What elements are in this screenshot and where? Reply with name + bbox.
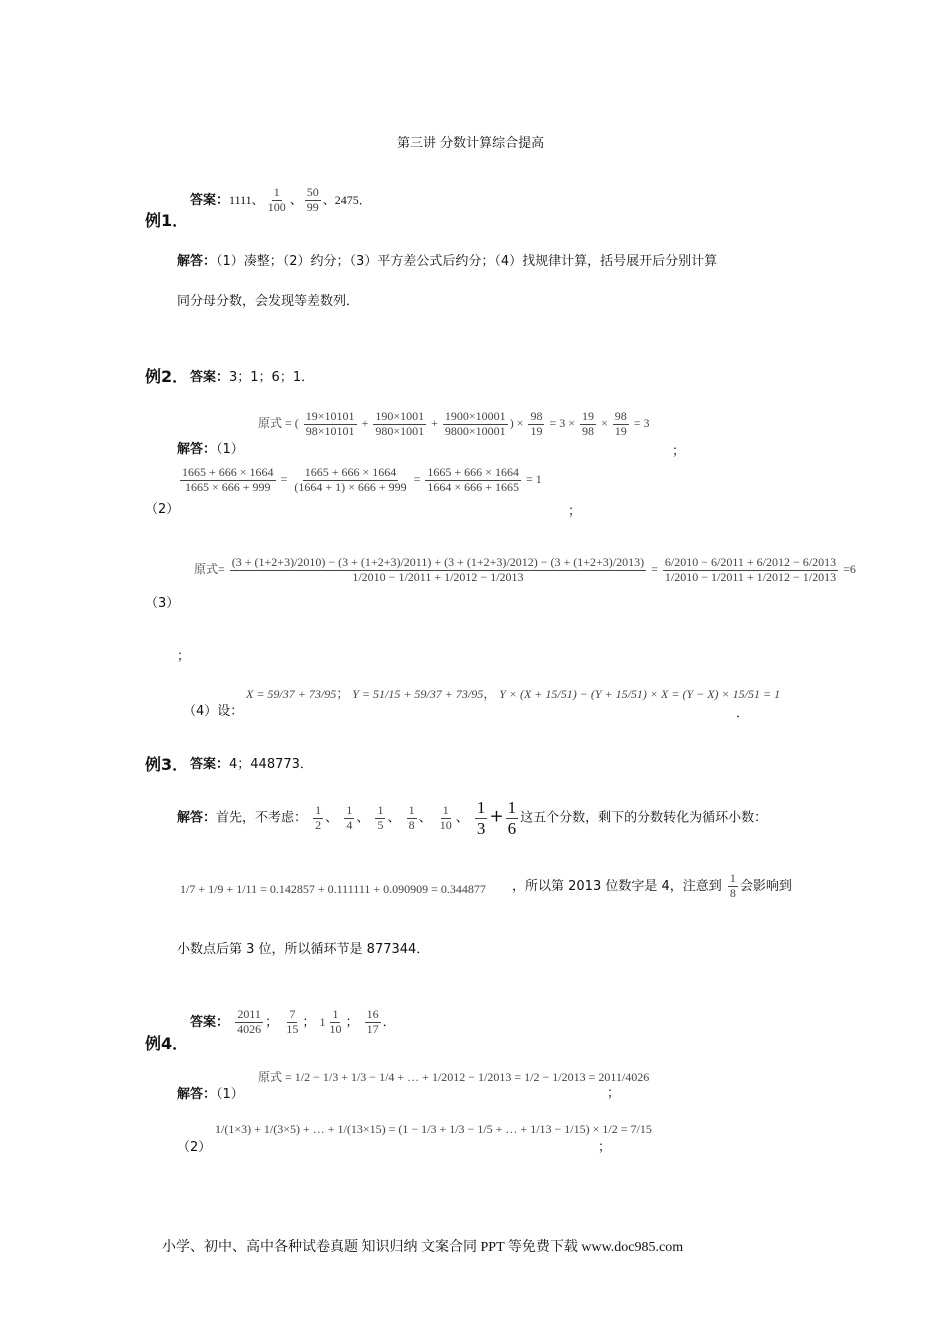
fraction: $\frac{1}{6}$ <box>507 798 517 838</box>
solution-text: 首先，不考虑： <box>216 810 308 826</box>
semicolon: ； <box>607 1086 621 1101</box>
semicolon: ； <box>177 649 191 664</box>
part-2-label: （2） <box>177 1140 212 1155</box>
answer-text: 3；1；6；1． <box>229 370 315 385</box>
example-4-answer: 答案： $\frac{2011}{4026}$ ； $\frac{7}{15}$ ； 1 $\frac{1}{10}$ ； $\frac{16}{17}$ ． <box>190 1007 396 1036</box>
fraction: $\frac{1}{8}$ <box>408 802 415 832</box>
solution-label: 解答： <box>177 1087 217 1102</box>
example-4-math-1: 原式 = 1/2 − 1/3 + 1/3 − 1/4 + … + 1/2012 − 1/2013 = 1/2 − 1/2013 = 2011/4026 <box>258 1070 650 1084</box>
fraction: $\frac{6/2010 - 6/2011 + 6/2012 - 6/2013}{1/2010 - 1/2011 + 1/2012 - 1/2013}$ <box>664 555 837 584</box>
example-1-solution <box>177 250 717 269</box>
fraction: $\frac{1}{100}$ <box>267 185 286 214</box>
answer-text: 4；448773． <box>229 757 313 772</box>
whole-number: 1 <box>319 1014 326 1029</box>
answer-label: 答案： <box>190 370 230 385</box>
semicolon: ； <box>672 444 686 459</box>
part-2-label: （2） <box>145 502 180 517</box>
fraction: $\frac{1}{10}$ <box>439 802 452 832</box>
math-text: Y = 51/15 + 59/37 + 73/95 <box>352 687 484 701</box>
math-text: X = 59/37 + 73/95 <box>246 687 337 701</box>
page-title: 第三讲 分数计算综合提高 <box>397 136 545 151</box>
part-4-label: （4）设： <box>183 704 244 719</box>
example-4-solution-label <box>177 1083 244 1102</box>
fraction: $\frac{1665 + 666 \times 1664}{1664 \times 666 + 1665}$ <box>427 465 519 494</box>
example-1-answer <box>190 186 371 215</box>
solution-label: 解答： <box>177 254 217 269</box>
page-footer: 小学、初中、高中各种试卷真题 知识归纳 文案合同 PPT 等免费下载 www.doc985.com <box>162 1240 684 1255</box>
fraction: $\frac{98}{19}$ <box>614 409 627 438</box>
fraction: $\frac{1}{2}$ <box>315 802 322 832</box>
fraction: $\frac{1}{4}$ <box>346 802 353 832</box>
math-text: =6 <box>843 562 856 577</box>
fraction: $\frac{19\times 10101}{98\times 10101}$ <box>305 409 355 438</box>
separator: ， <box>483 687 497 702</box>
fraction: $\frac{1665 + 666 \times 1664}{1665 \times 666 + 999}$ <box>182 465 274 494</box>
answer-label: 答案： <box>190 757 230 772</box>
fraction: $\frac{98}{19}$ <box>530 409 543 438</box>
example-2-label: 例2． <box>145 367 189 386</box>
example-1-solution-line2: 同分母分数，会发现等差数列． <box>177 294 360 309</box>
answer-label: 答案： <box>190 1014 230 1030</box>
math-text: Y × (X + 15/51) − (Y + 15/51) × X = (Y − X) × 15/51 = 1 <box>499 687 781 701</box>
fraction: $\frac{1}{8}$ <box>729 871 736 900</box>
fraction: $\frac{190\times 1001}{980\times 1001}$ <box>375 409 425 438</box>
math-text: = 1 <box>525 472 542 487</box>
example-2-math-4 <box>246 683 780 702</box>
example-3-math: 1/7 + 1/9 + 1/11 = 0.142857 + 0.111111 + 0.090909 = 0.344877 <box>180 882 486 896</box>
part-3-label: （3） <box>145 596 180 611</box>
separator: 、 <box>289 192 303 208</box>
fraction: $\frac{2011}{4026}$ <box>237 1007 262 1036</box>
part-label: （1） <box>216 442 244 457</box>
solution-text: （1）凑整；（2）约分；（3）平方差公式后约分；（4）找规律计算，括号展开后分别计算 <box>216 254 718 269</box>
example-3-answer <box>190 753 313 772</box>
fraction: $\frac{16}{17}$ <box>366 1007 379 1036</box>
example-2-solution-label <box>177 438 244 457</box>
separator: ； <box>336 687 350 702</box>
fraction: $\frac{19}{98}$ <box>582 409 594 438</box>
math-text: = 3 <box>633 416 650 431</box>
example-3-solution-cont <box>512 872 792 901</box>
answer-label: 答案： <box>190 192 230 208</box>
example-2-math-2: $\frac{1665 + 666 \times 1664}{1665 \times 666 + 999}$ = $\frac{1665 + 666 \times 1664}{(1664 + 1) \times 666 + 999}$ = $\frac{1665 + 666 \times 1664}{1664 \times 666 + 1665}$ = 1 <box>182 465 542 494</box>
part-label: （1） <box>216 1087 244 1102</box>
fraction: $\frac{1}{10}$ <box>329 1007 342 1036</box>
fraction: $\frac{1}{3}$ <box>476 798 486 838</box>
fraction: $\frac{50}{99}$ <box>306 185 319 214</box>
example-4-math-2: 1/(1×3) + 1/(3×5) + … + 1/(13×15) = (1 − 1/3 + 1/3 − 1/5 + … + 1/13 − 1/15) × 1/2 = 7/15 <box>215 1122 652 1136</box>
semicolon: ； <box>568 504 582 519</box>
example-2-math-1: 原式 = ( $\frac{19\times 10101}{98\times 10101}$ + $\frac{190\times 1001}{980\times 1001}$ + $\frac{1900\times 10001}{9800\times 10001}$ ) × $\frac{98}{19}$ = 3 × $\frac{19}{98}$ × $\frac{98}{19}$ = 3 <box>258 409 650 438</box>
fraction: $\frac{1}{5}$ <box>377 802 384 832</box>
fraction: $\frac{1900\times 10001}{9800\times 10001}$ <box>444 409 506 438</box>
solution-text: 这五个分数，剩下的分数转化为循环小数： <box>520 810 768 826</box>
math-text: = 3 × <box>549 416 575 431</box>
solution-label: 解答： <box>177 442 217 457</box>
example-2-answer <box>190 366 314 385</box>
math-text: 原式= <box>194 562 225 577</box>
fraction: $\frac{7}{15}$ <box>286 1007 299 1036</box>
example-2-math-3: 原式= (3 + (1+2+3)/2010) − (3 + (1+2+3)/2011) + (3 + (1+2+3)/2012) − (3 + (1+2+3)/2013) 1/2010 − 1/2011 + 1/2012 − 1/2013 = $\frac{6/2010 - 6/2011 + 6/2012 - 6/2013}{1/2010 - 1/2011 + 1/2012 - 1/2013}$ =6 <box>194 555 856 584</box>
period: ． <box>736 706 750 721</box>
math-text: 原式 <box>258 416 283 431</box>
semicolon: ； <box>598 1140 612 1155</box>
solution-label: 解答： <box>177 810 217 826</box>
example-3-label: 例3． <box>145 755 189 774</box>
example-3-solution-line3: 小数点后第 3 位，所以循环节是 877344． <box>177 942 430 957</box>
example-1-label: 例1． <box>145 211 189 230</box>
solution-text: 会影响到 <box>739 878 792 894</box>
example-4-label: 例4． <box>145 1034 189 1053</box>
fraction: $\frac{1665 + 666 \times 1664}{(1664 + 1) \times 666 + 999}$ <box>294 465 407 494</box>
solution-text: ，所以第 2013 位数字是 4，注意到 <box>512 878 722 894</box>
fraction: (3 + (1+2+3)/2010) − (3 + (1+2+3)/2011) + (3 + (1+2+3)/2012) − (3 + (1+2+3)/2013) 1/2010 − 1/2011 + 1/2012 − 1/2013 <box>231 555 645 584</box>
answer-text: 1111、 <box>229 192 264 207</box>
example-3-solution: 解答：首先，不考虑： $\frac{1}{2}$ 、 $\frac{1}{4}$ 、 $\frac{1}{5}$ 、 $\frac{1}{8}$ 、 $\frac{1}{10}$ 、 $\frac{1}{3}$ + $\frac{1}{6}$ 这五个分数，剩下的分数转化为循环小数： <box>177 798 768 838</box>
answer-text: 、2475． <box>322 192 371 207</box>
